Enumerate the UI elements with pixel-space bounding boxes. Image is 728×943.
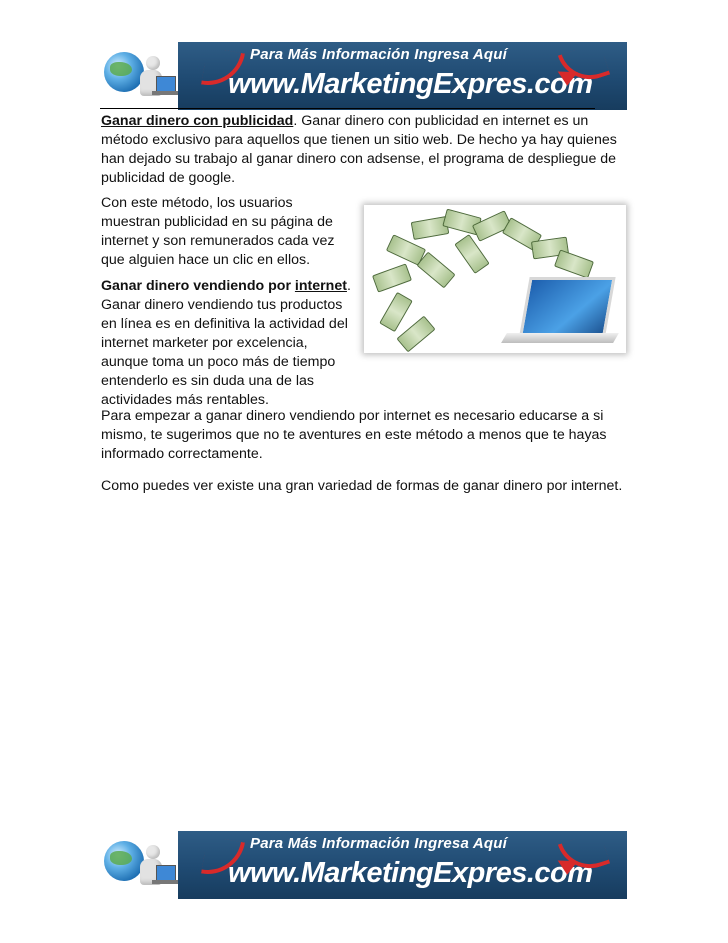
paragraph-text: . Ganar dinero con publicidad en internet es un método exclusivo para aquellos que tienen un sitio web. De hecho ya hay quienes han dejado su trabajo al ganar dinero con adsense, el programa de despliegue de publicidad de google. [101,113,617,186]
paragraph-empezar: Para empezar a ganar dinero vendiendo por internet es necesario educarse a si mismo, te sugerimos que no te aventures en este método a menos que te hayas informado correctamente. [101,408,607,462]
paragraph-conclusion: Como puedes ver existe una gran variedad de formas de ganar dinero por internet. [101,478,623,494]
dollar-bill-icon [379,292,413,332]
dollar-bill-icon [454,234,489,274]
person-head-icon [146,56,160,70]
laptop-icon [156,76,176,92]
banner-divider [100,108,595,109]
paragraph-metodo: Con este método, los usuarios muestran publicidad en su página de internet y son remunerados cada vez que alguien hace un clic en ellos. [101,195,335,268]
dollar-bill-icon [372,263,412,292]
money-laptop-image [364,205,626,353]
banner-tagline: Para Más Información Ingresa Aquí [250,835,507,852]
banner-tagline: Para Más Información Ingresa Aquí [250,46,507,63]
paragraph-vendiendo [101,277,351,410]
laptop-base-icon [152,880,178,884]
laptop-base-icon [152,91,178,95]
dollar-bill-icon [554,249,594,278]
person-head-icon [146,845,160,859]
bottom-banner-link[interactable] [100,831,627,899]
laptop-base-icon [501,333,619,343]
heading-publicidad: Ganar dinero con publicidad [101,113,294,129]
paragraph-text: . Ganar dinero vendiendo tus productos en línea es en definitiva la actividad del internet marketer por excelencia, aunque toma un poco más de tiempo entenderlo es sin duda una de las actividades más rentables. [101,278,351,408]
paragraph-publicidad [101,112,627,188]
heading-vendiendo: Ganar dinero vendiendo por [101,278,295,294]
globe-icon [104,841,144,881]
banner-logo [100,831,178,899]
globe-icon [104,52,144,92]
heading-vendiendo-internet: internet [294,278,347,294]
laptop-icon [156,865,176,881]
laptop-icon [518,277,615,341]
banner-url[interactable]: www.MarketingExpres.com [228,68,593,100]
dollar-bill-icon [396,316,435,353]
banner-logo [100,42,178,110]
top-banner-link[interactable] [100,42,627,110]
dollar-bill-icon [416,252,455,289]
banner-url[interactable]: www.MarketingExpres.com [228,857,593,889]
